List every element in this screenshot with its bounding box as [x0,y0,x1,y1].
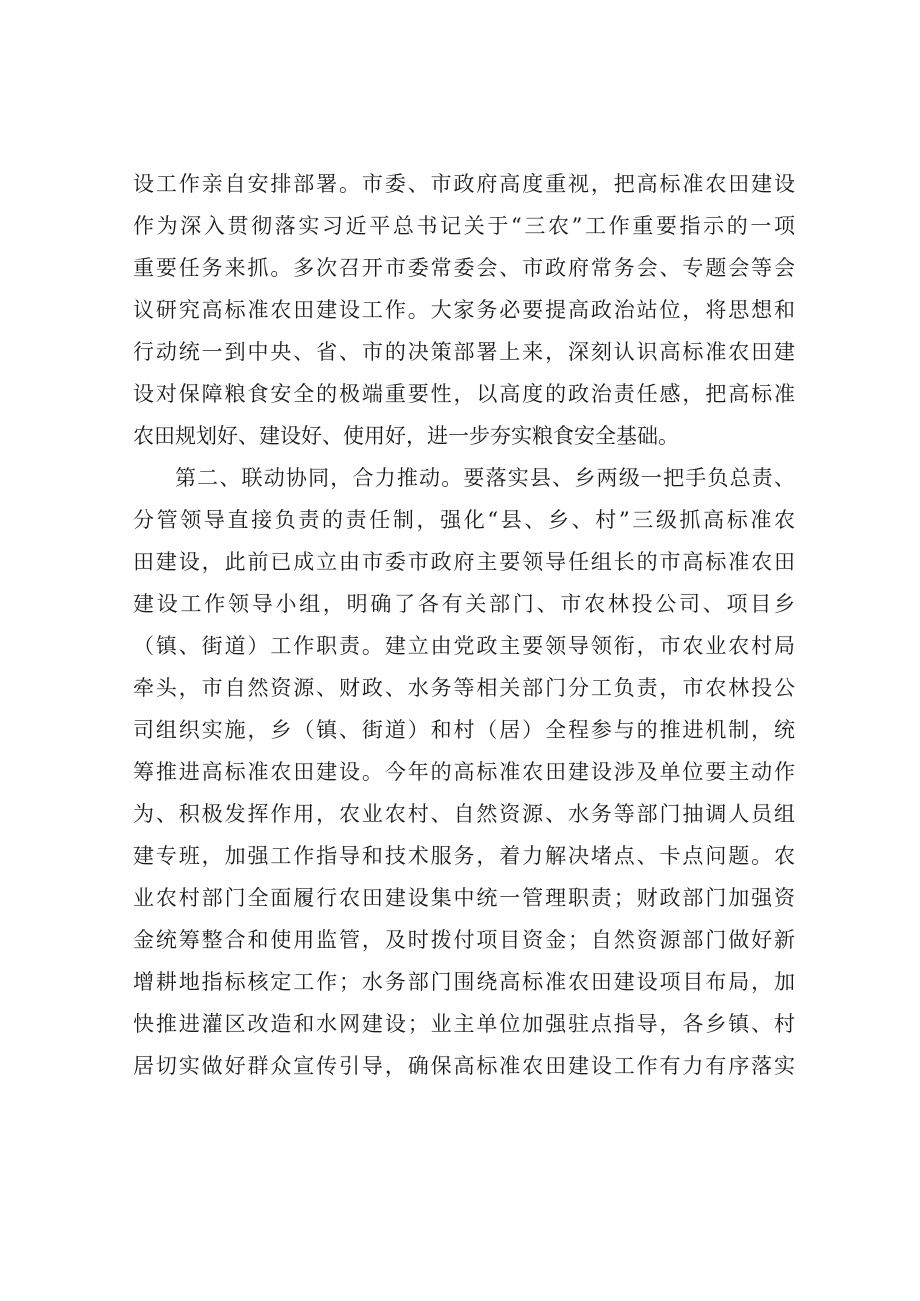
text-line: 设对保障粮食安全的极端重要性，以高度的政治责任感，把高标准 [133,382,795,406]
text-line: 建设工作领导小组，明确了各有关部门、市农林投公司、项目乡 [133,592,795,616]
text-line: 重要任务来抓。多次召开市委常委会、市政府常务会、专题会等会 [133,256,795,280]
text-line: 第二、联动协同，合力推动。要落实县、乡两级一把手负总责、 [175,466,795,490]
text-line: 分管领导直接负责的责任制，强化“县、乡、村”三级抓高标准农 [133,508,795,532]
text-line: 牵头，市自然资源、财政、水务等相关部门分工负责，市农林投公 [133,676,795,700]
text-line: 快推进灌区改造和水网建设；业主单位加强驻点指导，各乡镇、村 [133,1012,795,1036]
text-line: 作为深入贯彻落实习近平总书记关于“三农”工作重要指示的一项 [133,214,795,238]
text-line: 业农村部门全面履行农田建设集中统一管理职责；财政部门加强资 [133,886,795,910]
text-line: 农田规划好、建设好、使用好，进一步夯实粮食安全基础。 [133,424,679,448]
text-line: 田建设，此前已成立由市委市政府主要领导任组长的市高标准农田 [133,550,795,574]
text-line: 居切实做好群众宣传引导，确保高标准农田建设工作有力有序落实 [133,1054,795,1078]
text-line: 筹推进高标准农田建设。今年的高标准农田建设涉及单位要主动作 [133,760,795,784]
paragraph-2 [133,457,795,1087]
text-line: 增耕地指标核定工作；水务部门围绕高标准农田建设项目布局，加 [133,970,795,994]
text-line: （镇、街道）工作职责。建立由党政主要领导领衔，市农业农村局 [133,634,795,658]
text-line: 金统筹整合和使用监管，及时拨付项目资金；自然资源部门做好新 [133,928,795,952]
text-line: 行动统一到中央、省、市的决策部署上来，深刻认识高标准农田建 [133,340,795,364]
body-text [133,163,795,1087]
text-line: 议研究高标准农田建设工作。大家务必要提高政治站位，将思想和 [133,298,795,322]
text-line: 设工作亲自安排部署。市委、市政府高度重视，把高标准农田建设 [133,172,795,196]
text-line: 建专班，加强工作指导和技术服务，着力解决堵点、卡点问题。农 [133,844,795,868]
text-line: 司组织实施，乡（镇、街道）和村（居）全程参与的推进机制，统 [133,718,795,742]
text-line: 为、积极发挥作用，农业农村、自然资源、水务等部门抽调人员组 [133,802,795,826]
paragraph-1 [133,163,795,457]
